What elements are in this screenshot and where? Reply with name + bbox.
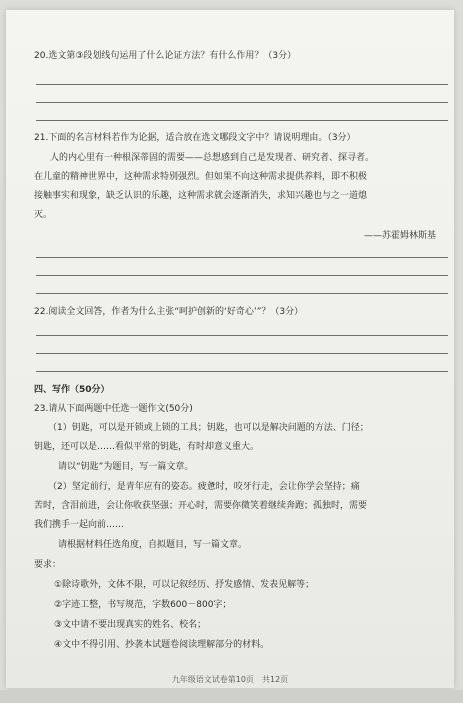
- prompt-1-line: （1）钥匙，可以是开锁或上锁的工具；钥匙，也可以是解决问题的方法、门径；: [48, 423, 369, 433]
- quote-line: 灭。: [34, 210, 53, 220]
- prompt-1-instruction: 请以“钥匙”为题目，写一篇文章。: [58, 462, 194, 472]
- requirement-item: ①除诗歌外，文体不限，可以记叙经历、抒发感情、发表见解等；: [54, 580, 315, 590]
- prompt-1-line: 钥匙，还可以是……看似平常的钥匙，有时却意义重大。: [34, 442, 260, 452]
- section-heading: 四、写作（50分）: [34, 385, 110, 395]
- answer-line[interactable]: [36, 353, 448, 354]
- question-23: 23.请从下面两题中任选一题作文(50分): [34, 404, 193, 414]
- quote-author: ——苏霍姆林斯基: [364, 231, 437, 241]
- requirement-item: ②字迹工整，书写规范，字数600－800字；: [54, 600, 232, 610]
- prompt-2-line: 我们携手一起向前……: [34, 520, 125, 530]
- answer-line[interactable]: [36, 102, 448, 103]
- answer-line[interactable]: [36, 335, 448, 336]
- prompt-2-line: 苦时，含泪前进，会让你收获坚强；开心时，需要你微笑着继续奔跑；孤独时，需要: [34, 501, 368, 511]
- answer-line[interactable]: [36, 84, 448, 85]
- answer-line[interactable]: [36, 257, 448, 258]
- question-22: 22.阅读全文回答，作者为什么主张“呵护创新的‘好奇心’”？（3分）: [34, 307, 304, 317]
- exam-page: [6, 10, 454, 688]
- quote-line: 人的内心里有一种根深蒂固的需要——总想感到自己是发现者、研究者、探寻者。: [50, 153, 375, 163]
- answer-line[interactable]: [36, 120, 448, 121]
- prompt-2-instruction: 请根据材料任选角度，自拟题目，写一篇文章。: [58, 540, 248, 550]
- question-20: 20.选文第③段划线句运用了什么论证方法？有什么作用？（3分）: [34, 51, 297, 61]
- question-21: 21.下面的名言材料若作为论据，适合放在选文哪段文字中？请说明理由。（3分）: [34, 133, 356, 143]
- bottom-strip: [0, 690, 463, 703]
- quote-line: 接触事实和现象，缺乏认识的乐趣，这种需求就会逐渐消失，求知兴趣也与之一道熄: [34, 191, 368, 201]
- quote-line: 在儿童的精神世界中，这种需求特别强烈。但如果不向这种需求提供养料，即不积极: [34, 172, 368, 182]
- requirement-item: ④文中不得引用、抄袭本试题卷阅读理解部分的材料。: [54, 640, 270, 650]
- answer-line[interactable]: [36, 371, 448, 372]
- page-footer: 九年级语文试卷第10页 共12页: [171, 675, 289, 684]
- requirements-title: 要求：: [34, 560, 62, 570]
- answer-line[interactable]: [36, 275, 448, 276]
- requirement-item: ③文中请不要出现真实的姓名、校名；: [54, 620, 207, 630]
- answer-line[interactable]: [36, 293, 448, 294]
- prompt-2-line: （2）坚定前行，是青年应有的姿态。疲惫时，咬牙行走，会让你学会坚持；痛: [48, 482, 360, 492]
